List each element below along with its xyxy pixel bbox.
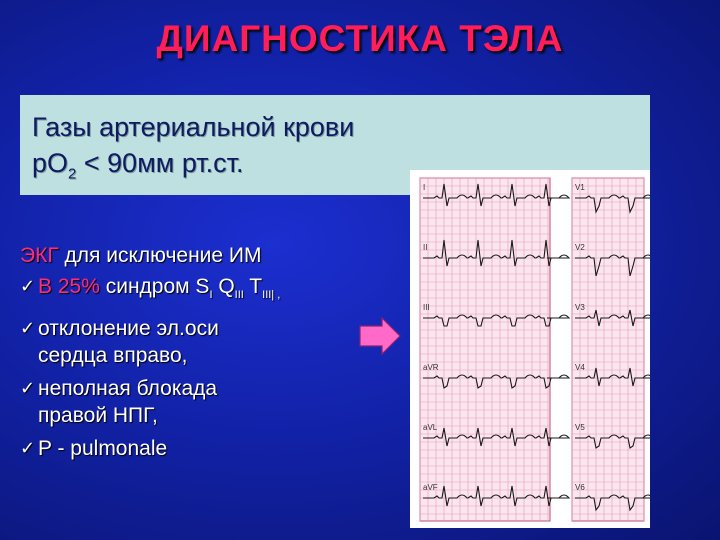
ecg-findings xyxy=(20,242,400,468)
slide-title: ДИАГНОСТИКА ТЭЛА xyxy=(156,18,564,59)
lead-label: II xyxy=(423,243,428,252)
list-item: ✓ В 25% синдром $S_I$ $Q_{III}$ $T_{III| ,}$ xyxy=(20,275,281,302)
ecg-grid-limb xyxy=(420,178,550,521)
checkmark-icon: ✓ xyxy=(20,276,36,296)
list-item: ✓ P - pulmonale xyxy=(20,437,168,461)
checkmark-icon: ✓ xyxy=(20,318,36,339)
ecg-tracing xyxy=(410,170,650,528)
lead-label: I xyxy=(423,183,426,192)
lead-label: aVL xyxy=(423,423,438,432)
lead-label: V4 xyxy=(575,363,585,372)
ecg-grid-chest xyxy=(572,178,644,521)
lead-label: aVF xyxy=(423,483,438,492)
lead-label: III xyxy=(423,303,430,312)
lead-label: V5 xyxy=(575,423,585,432)
lead-label: V6 xyxy=(575,483,585,492)
ecg-heading: ЭКГ для исключение ИМ xyxy=(20,244,262,267)
lead-label: aVR xyxy=(423,363,439,372)
po2-line: $рO_2 < 90мм$ рт.ст. xyxy=(32,148,244,183)
blood-gas-heading: Газы артериальной крови xyxy=(32,112,355,142)
lead-label: V3 xyxy=(575,303,585,312)
ecg-image xyxy=(410,170,650,528)
checkmark-icon: ✓ xyxy=(20,378,36,399)
list-item: ✓ отклонение эл.оси сердца вправо, xyxy=(20,317,219,368)
list-item: ✓ неполная блокада правой НПГ, xyxy=(20,377,218,428)
lead-label: V2 xyxy=(575,243,585,252)
lead-label: V1 xyxy=(575,183,585,192)
checkmark-icon: ✓ xyxy=(20,438,36,459)
